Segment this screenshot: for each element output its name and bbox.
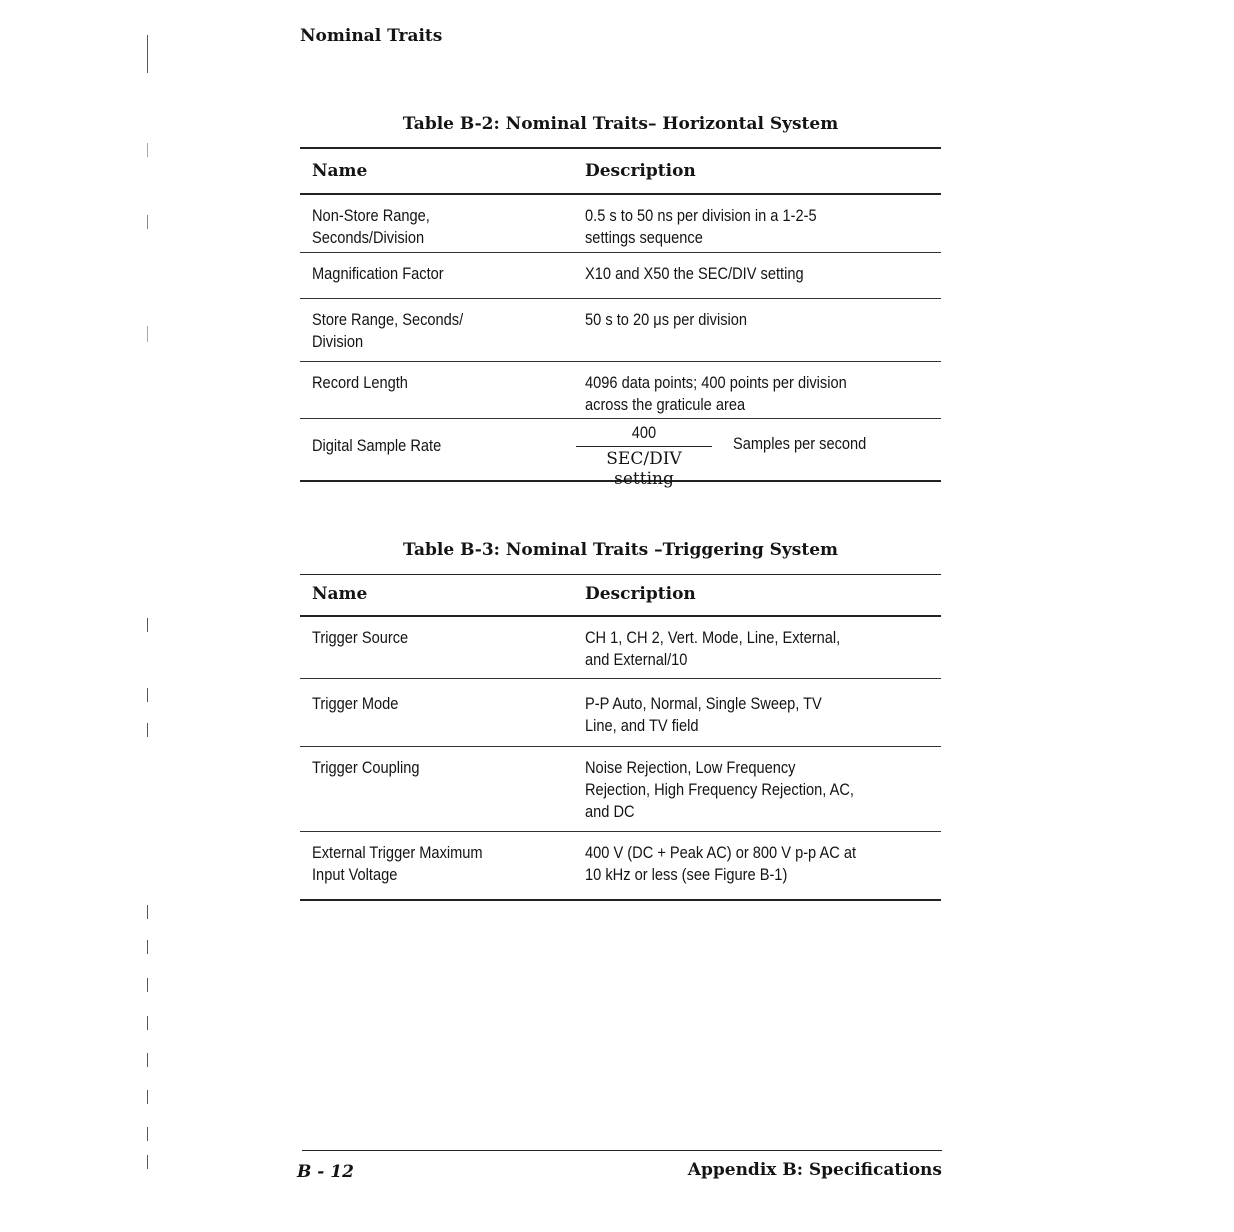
row-name: Store Range, Seconds/ Division xyxy=(312,310,464,351)
table-b3-header-name: Name xyxy=(312,584,368,604)
row-description: X10 and X50 the SEC/DIV setting xyxy=(585,264,804,283)
sample-rate-fraction xyxy=(576,423,712,489)
table-row xyxy=(300,617,941,679)
scan-margin-mark xyxy=(147,326,148,342)
table-row xyxy=(300,419,941,489)
table-row xyxy=(300,362,941,419)
table-row xyxy=(300,299,941,362)
footer-title: Appendix B: Specifications xyxy=(687,1160,942,1180)
row-name: Non-Store Range, Seconds/Division xyxy=(312,206,430,247)
table-row xyxy=(300,195,941,253)
scan-margin-mark xyxy=(147,940,148,954)
row-name: Trigger Source xyxy=(312,628,409,647)
table-row xyxy=(300,747,941,832)
scan-margin-mark xyxy=(147,35,148,73)
row-name: Record Length xyxy=(312,373,408,392)
footer-rule xyxy=(302,1150,942,1151)
table-row xyxy=(300,832,941,901)
scan-margin-mark xyxy=(147,978,148,992)
row-description: CH 1, CH 2, Vert. Mode, Line, External, and External/10 xyxy=(585,628,841,669)
fraction-denominator: SEC/DIV setting xyxy=(606,449,682,489)
row-name: Magnification Factor xyxy=(312,264,444,283)
scan-margin-mark xyxy=(147,1090,148,1104)
table-b3-header xyxy=(300,574,941,617)
scan-margin-mark xyxy=(147,1016,148,1030)
table-b3-title: Table B-3: Nominal Traits –Triggering System xyxy=(402,540,839,560)
row-description: P-P Auto, Normal, Single Sweep, TV Line, and TV field xyxy=(585,694,822,735)
scan-margin-mark xyxy=(147,618,148,632)
table-b3-header-description: Description xyxy=(585,584,696,604)
row-name: Trigger Coupling xyxy=(312,758,420,777)
scan-margin-mark xyxy=(147,1127,148,1141)
row-description: 4096 data points; 400 points per division across the graticule area xyxy=(585,373,847,414)
fraction-unit: Samples per second xyxy=(733,434,867,453)
table-b2 xyxy=(300,147,941,489)
scan-margin-mark xyxy=(147,215,148,229)
row-name: External Trigger Maximum Input Voltage xyxy=(312,843,483,884)
table-row xyxy=(300,253,941,299)
table-b2-title: Table B-2: Nominal Traits– Horizontal System xyxy=(402,114,839,134)
scan-margin-mark xyxy=(147,688,148,702)
row-name: Trigger Mode xyxy=(312,694,399,713)
scan-margin-mark xyxy=(147,1053,148,1067)
row-description: 0.5 s to 50 ns per division in a 1-2-5 settings sequence xyxy=(585,206,817,247)
section-title: Nominal Traits xyxy=(300,26,443,46)
scan-margin-mark xyxy=(147,723,148,737)
row-name: Digital Sample Rate xyxy=(312,436,442,455)
table-b2-header-name: Name xyxy=(312,161,368,181)
row-description: Noise Rejection, Low Frequency Rejection, High Frequency Rejection, AC, and DC xyxy=(585,758,854,821)
table-b3 xyxy=(300,574,941,901)
scan-margin-mark xyxy=(147,905,148,919)
table-b2-header-description: Description xyxy=(585,161,696,181)
fraction-bar xyxy=(576,446,712,447)
table-row xyxy=(300,679,941,747)
scan-margin-mark xyxy=(147,143,148,157)
table-b2-header xyxy=(300,147,941,195)
row-description: 50 s to 20 μs per division xyxy=(585,310,748,329)
row-description: 400 V (DC + Peak AC) or 800 V p-p AC at 10 kHz or less (see Figure B-1) xyxy=(585,843,857,884)
page-number: B - 12 xyxy=(297,1162,354,1182)
scan-margin-mark xyxy=(147,1155,148,1169)
fraction-numerator: 400 xyxy=(631,423,657,442)
